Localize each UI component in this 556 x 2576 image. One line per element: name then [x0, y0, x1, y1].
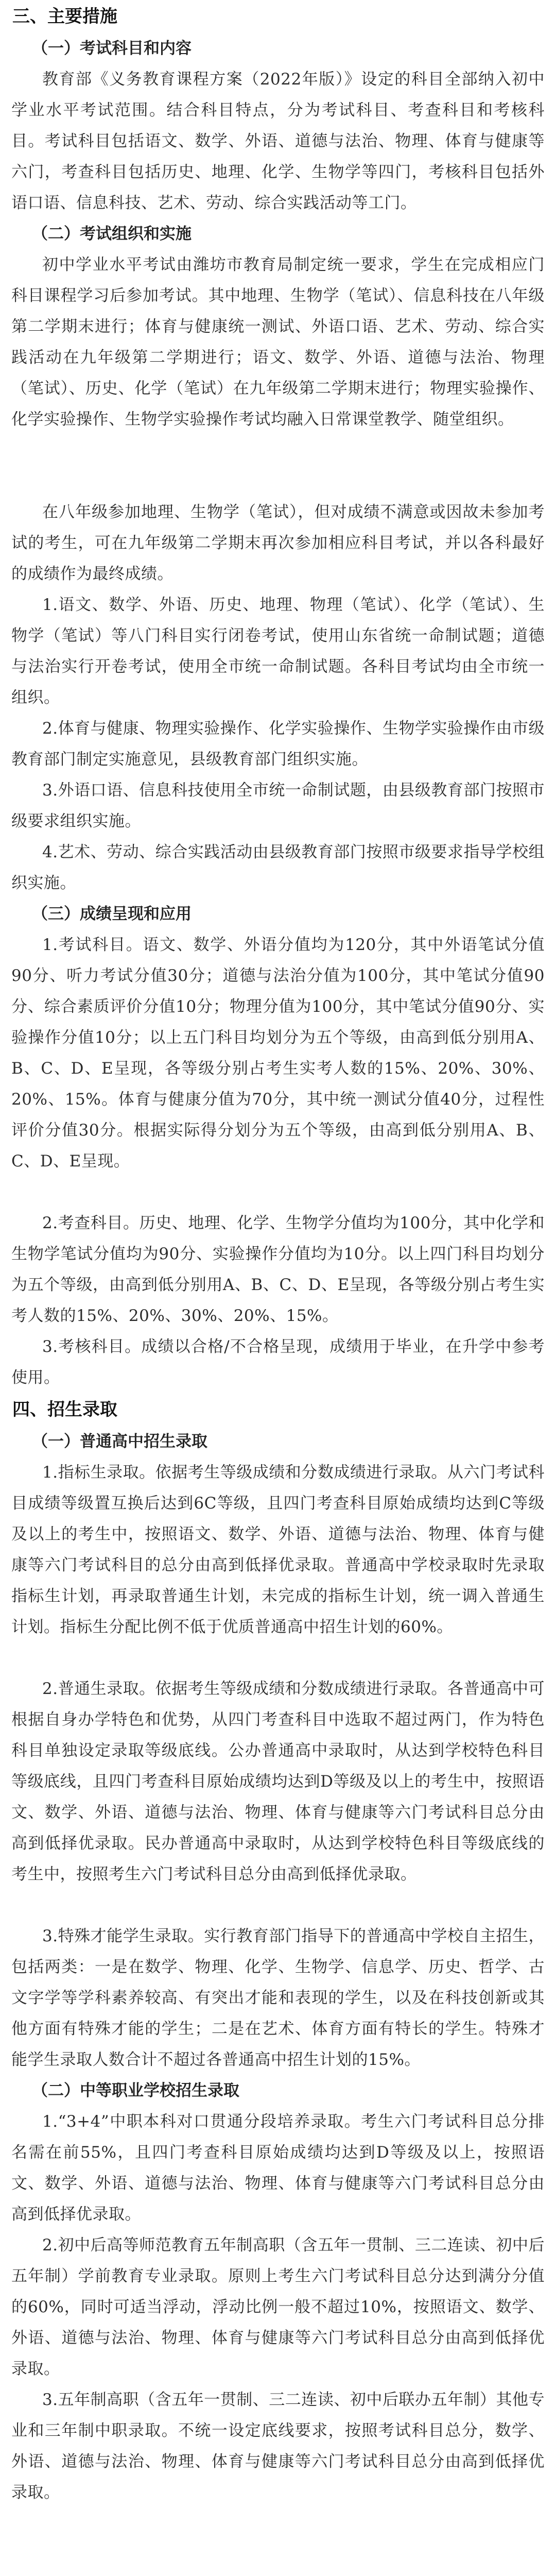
- paragraph: 2.体育与健康、物理实验操作、化学实验操作、生物学实验操作由市级教育部门制定实施意见，县级教育部门组织实施。: [11, 719, 545, 769]
- paragraph: 2.考查科目。历史、地理、化学、生物学分值均为100分，其中化学和生物学笔试分值均为90分、实验操作分值均为10分。以上四门科目均划分为五个等级，由高到低分别用A、B、C、D、E呈现，各等级分别占考生实考人数的15%、20%、30%、20%、15%。: [11, 1214, 545, 1325]
- paragraph: 初中学业水平考试由潍坊市教育局制定统一要求，学生在完成相应门科目课程学习后参加考试。其中地理、生物学（笔试）、信息科技在八年级第二学期末进行；体育与健康统一测试、外语口语、艺术、劳动、综合实践活动在九年级第二学期进行；语文、数学、外语、道德与法治、物理（笔试）、历史、化学（笔试）在九年级第二学期末进行；物理实验操作、化学实验操作、生物学实验操作考试均融入日常课堂教学、随堂组织。: [11, 256, 545, 429]
- paragraph: 教育部《义务教育课程方案（2022年版）》设定的科目全部纳入初中学业水平考试范围。结合科目特点，分为考试科目、考查科目和考核科目。考试科目包括语文、数学、外语、道德与法治、物理、体育与健康等六门，考查科目包括历史、地理、化学、生物学等四门，考核科目包括外语口语、信息科技、艺术、劳动、综合实践活动等工门。: [11, 70, 545, 212]
- paragraph: 4.艺术、劳动、综合实践活动由县级教育部门按照市级要求指导学校组织实施。: [11, 843, 545, 892]
- paragraph: 1.指标生录取。依据考生等级成绩和分数成绩进行录取。从六门考试科目成绩等级置互换后达到6C等级，且四门考查科目原始成绩均达到C等级及以上的考生中，按照语文、数学、外语、道德与法治、物理、体育与健康等六门考试科目的总分由高到低择优录取。普通高中学校录取时先录取指标生计划，再录取普通生计划，未完成的指标生计划，统一调入普通生计划。指标生分配比例不低于优质普通高中招生计划的60%。: [11, 1463, 545, 1636]
- paragraph: 3.特殊才能学生录取。实行教育部门指导下的普通高中学校自主招生，包括两类：一是在数学、物理、化学、生物学、信息学、历史、哲学、古文字学等学科素养较高、有突出才能和表现的学生，以及在科技创新或其他方面有特殊才能的学生；二是在艺术、体育方面有特长的学生。特殊才能学生录取人数合计不超过各普通高中招生计划的15%。: [11, 1927, 545, 2069]
- paragraph: 3.五年制高职（含五年一贯制、三二连读、初中后联办五年制）其他专业和三年制中职录取。不统一设定底线要求，按照考试科目总分，数学、外语、道德与法治、物理、体育与健康等六门考试科目总分由高到低择优录取。: [11, 2391, 545, 2502]
- subsection-heading-organization: （二）考试组织和实施: [32, 225, 192, 243]
- subsection-heading-subjects: （一）考试科目和内容: [32, 39, 192, 58]
- paragraph: 3.考核科目。成绩以合格/不合格呈现，成绩用于毕业，在升学中参考使用。: [11, 1337, 545, 1387]
- paragraph: 在八年级参加地理、生物学（笔试），但对成绩不满意或因故未参加考试的考生，可在九年级第二学期末再次参加相应科目考试，并以各科最好的成绩作为最终成绩。: [11, 503, 545, 583]
- paragraph: 3.外语口语、信息科技使用全市统一命制试题，由县级教育部门按照市级要求组织实施。: [11, 781, 545, 831]
- subsection-heading-vocational: （二）中等职业学校招生录取: [32, 2081, 239, 2100]
- paragraph: 2.初中后高等师范教育五年制高职（含五年一贯制、三二连读、初中后五年制）学前教育专业录取。原则上考生六门考试科目总分达到满分分值的60%，同时可适当浮动，浮动比例一般不超过10%，按照语文、数学、外语、道德与法治、物理、体育与健康等六门考试科目总分由高到低择优录取。: [11, 2236, 545, 2378]
- section-heading-admission: 四、招生录取: [12, 1399, 117, 1420]
- subsection-heading-high-school: （一）普通高中招生录取: [32, 1432, 207, 1451]
- section-heading-measures: 三、主要措施: [12, 6, 117, 27]
- paragraph: 2.普通生录取。依据考生等级成绩和分数成绩进行录取。各普通高中可根据自身办学特色和优势，从四门考查科目中选取不超过两门，作为特色科目单独设定录取等级底线。公办普通高中录取时，从达到学校特色科目等级底线，且四门考查科目原始成绩均达到D等级及以上的考生中，按照语文、数学、外语、道德与法治、物理、体育与健康等六门考试科目总分由高到低择优录取。民办普通高中录取时，从达到学校特色科目等级底线的考生中，按照考生六门考试科目总分由高到低择优录取。: [11, 1680, 545, 1884]
- paragraph: 1.“3+4”中职本科对口贯通分段培养录取。考生六门考试科目总分排名需在前55%，且四门考查科目原始成绩均达到D等级及以上，按照语文、数学、外语、道德与法治、物理、体育与健康等六门考试科目总分由高到低择优录取。: [11, 2112, 545, 2224]
- paragraph: 1.语文、数学、外语、历史、地理、物理（笔试）、化学（笔试）、生物学（笔试）等八门科目实行闭卷考试，使用山东省统一命制试题；道德与法治实行开卷考试，使用全市统一命制试题。各科目考试均由全市统一组织。: [11, 596, 545, 707]
- subsection-heading-results: （三）成绩呈现和应用: [32, 905, 192, 923]
- paragraph: 1.考试科目。语文、数学、外语分值均为120分，其中外语笔试分值90分、听力考试分值30分；道德与法治分值为100分，其中笔试分值90分、综合素质评价分值10分；物理分值为100分，其中笔试分值90分、实验操作分值10分；以上五门科目均划分为五个等级，由高到低分别用A、B、C、D、E呈现，各等级分别占考生实考人数的15%、20%、30%、20%、15%。体育与健康分值为70分，其中统一测试分值40分，过程性评价分值30分。根据实际得分划分为五个等级，由高到低分别用A、B、C、D、E呈现。: [11, 936, 545, 1171]
